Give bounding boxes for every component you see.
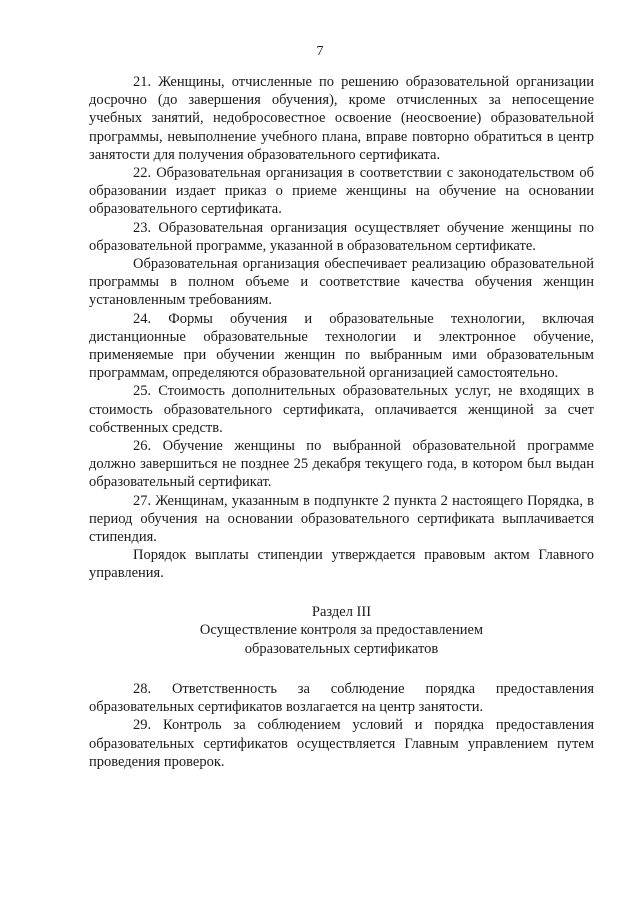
section-title-line-1: Осуществление контроля за предоставлением <box>199 622 484 639</box>
document-body <box>89 73 594 771</box>
paragraph-23: 23. Образовательная организация осуществляет обучение женщины по образовательной программе, указанной в образовательном сертификате. <box>89 219 594 254</box>
paragraph-28: 28. Ответственность за соблюдение порядка предоставления образовательных сертификатов возлагается на центр занятости. <box>89 680 594 716</box>
paragraph-23-continued: Образовательная организация обеспечивает реализацию образовательной программы в полном объеме и соответствие качества обучения женщин установленным требованиям. <box>89 256 594 309</box>
page-number: 7 <box>316 44 324 59</box>
section-heading <box>89 603 594 658</box>
paragraph-25: 25. Стоимость дополнительных образовательных услуг, не входящих в стоимость образовательного сертификата, оплачивается женщиной за счет собственных средств. <box>89 383 594 436</box>
paragraph-27-continued: Порядок выплаты стипендии утверждается правовым актом Главного управления. <box>89 547 594 582</box>
paragraph-27: 27. Женщинам, указанным в подпункте 2 пункта 2 настоящего Порядка, в период обучения на основании образовательного сертификата выплачивается стипендия. <box>89 492 594 546</box>
paragraph-22: 22. Образовательная организация в соответствии с законодательством об образовании издает приказ о приеме женщины на обучение на основании образовательного сертификата. <box>89 165 594 218</box>
paragraph-24: 24. Формы обучения и образовательные технологии, включая дистанционные образовательные технологии и электронное обучение, применяемые при обучении женщин по выбранным ими образовательным программам, определяются образовательной организацией самостоятельно. <box>89 310 594 382</box>
section-number: Раздел III <box>311 603 372 620</box>
section-title-line-2: образовательных сертификатов <box>244 640 439 657</box>
paragraph-26: 26. Обучение женщины по выбранной образовательной программе должно завершиться не позднее 25 декабря текущего года, в котором был выдан образовательный сертификат. <box>89 438 594 491</box>
paragraph-21: 21. Женщины, отчисленные по решению образовательной организации досрочно (до завершения обучения), кроме отчисленных за непосещение учебных занятий, недобросовестное освоение (неосвоение) образовательной программы, невыполнение учебного плана, вправе повторно обратиться в центр занятости для получения образовательного сертификата. <box>89 74 594 163</box>
paragraph-29: 29. Контроль за соблюдением условий и порядка предоставления образовательных сертификатов осуществляется Главным управлением путем проведения проверок. <box>89 717 594 770</box>
